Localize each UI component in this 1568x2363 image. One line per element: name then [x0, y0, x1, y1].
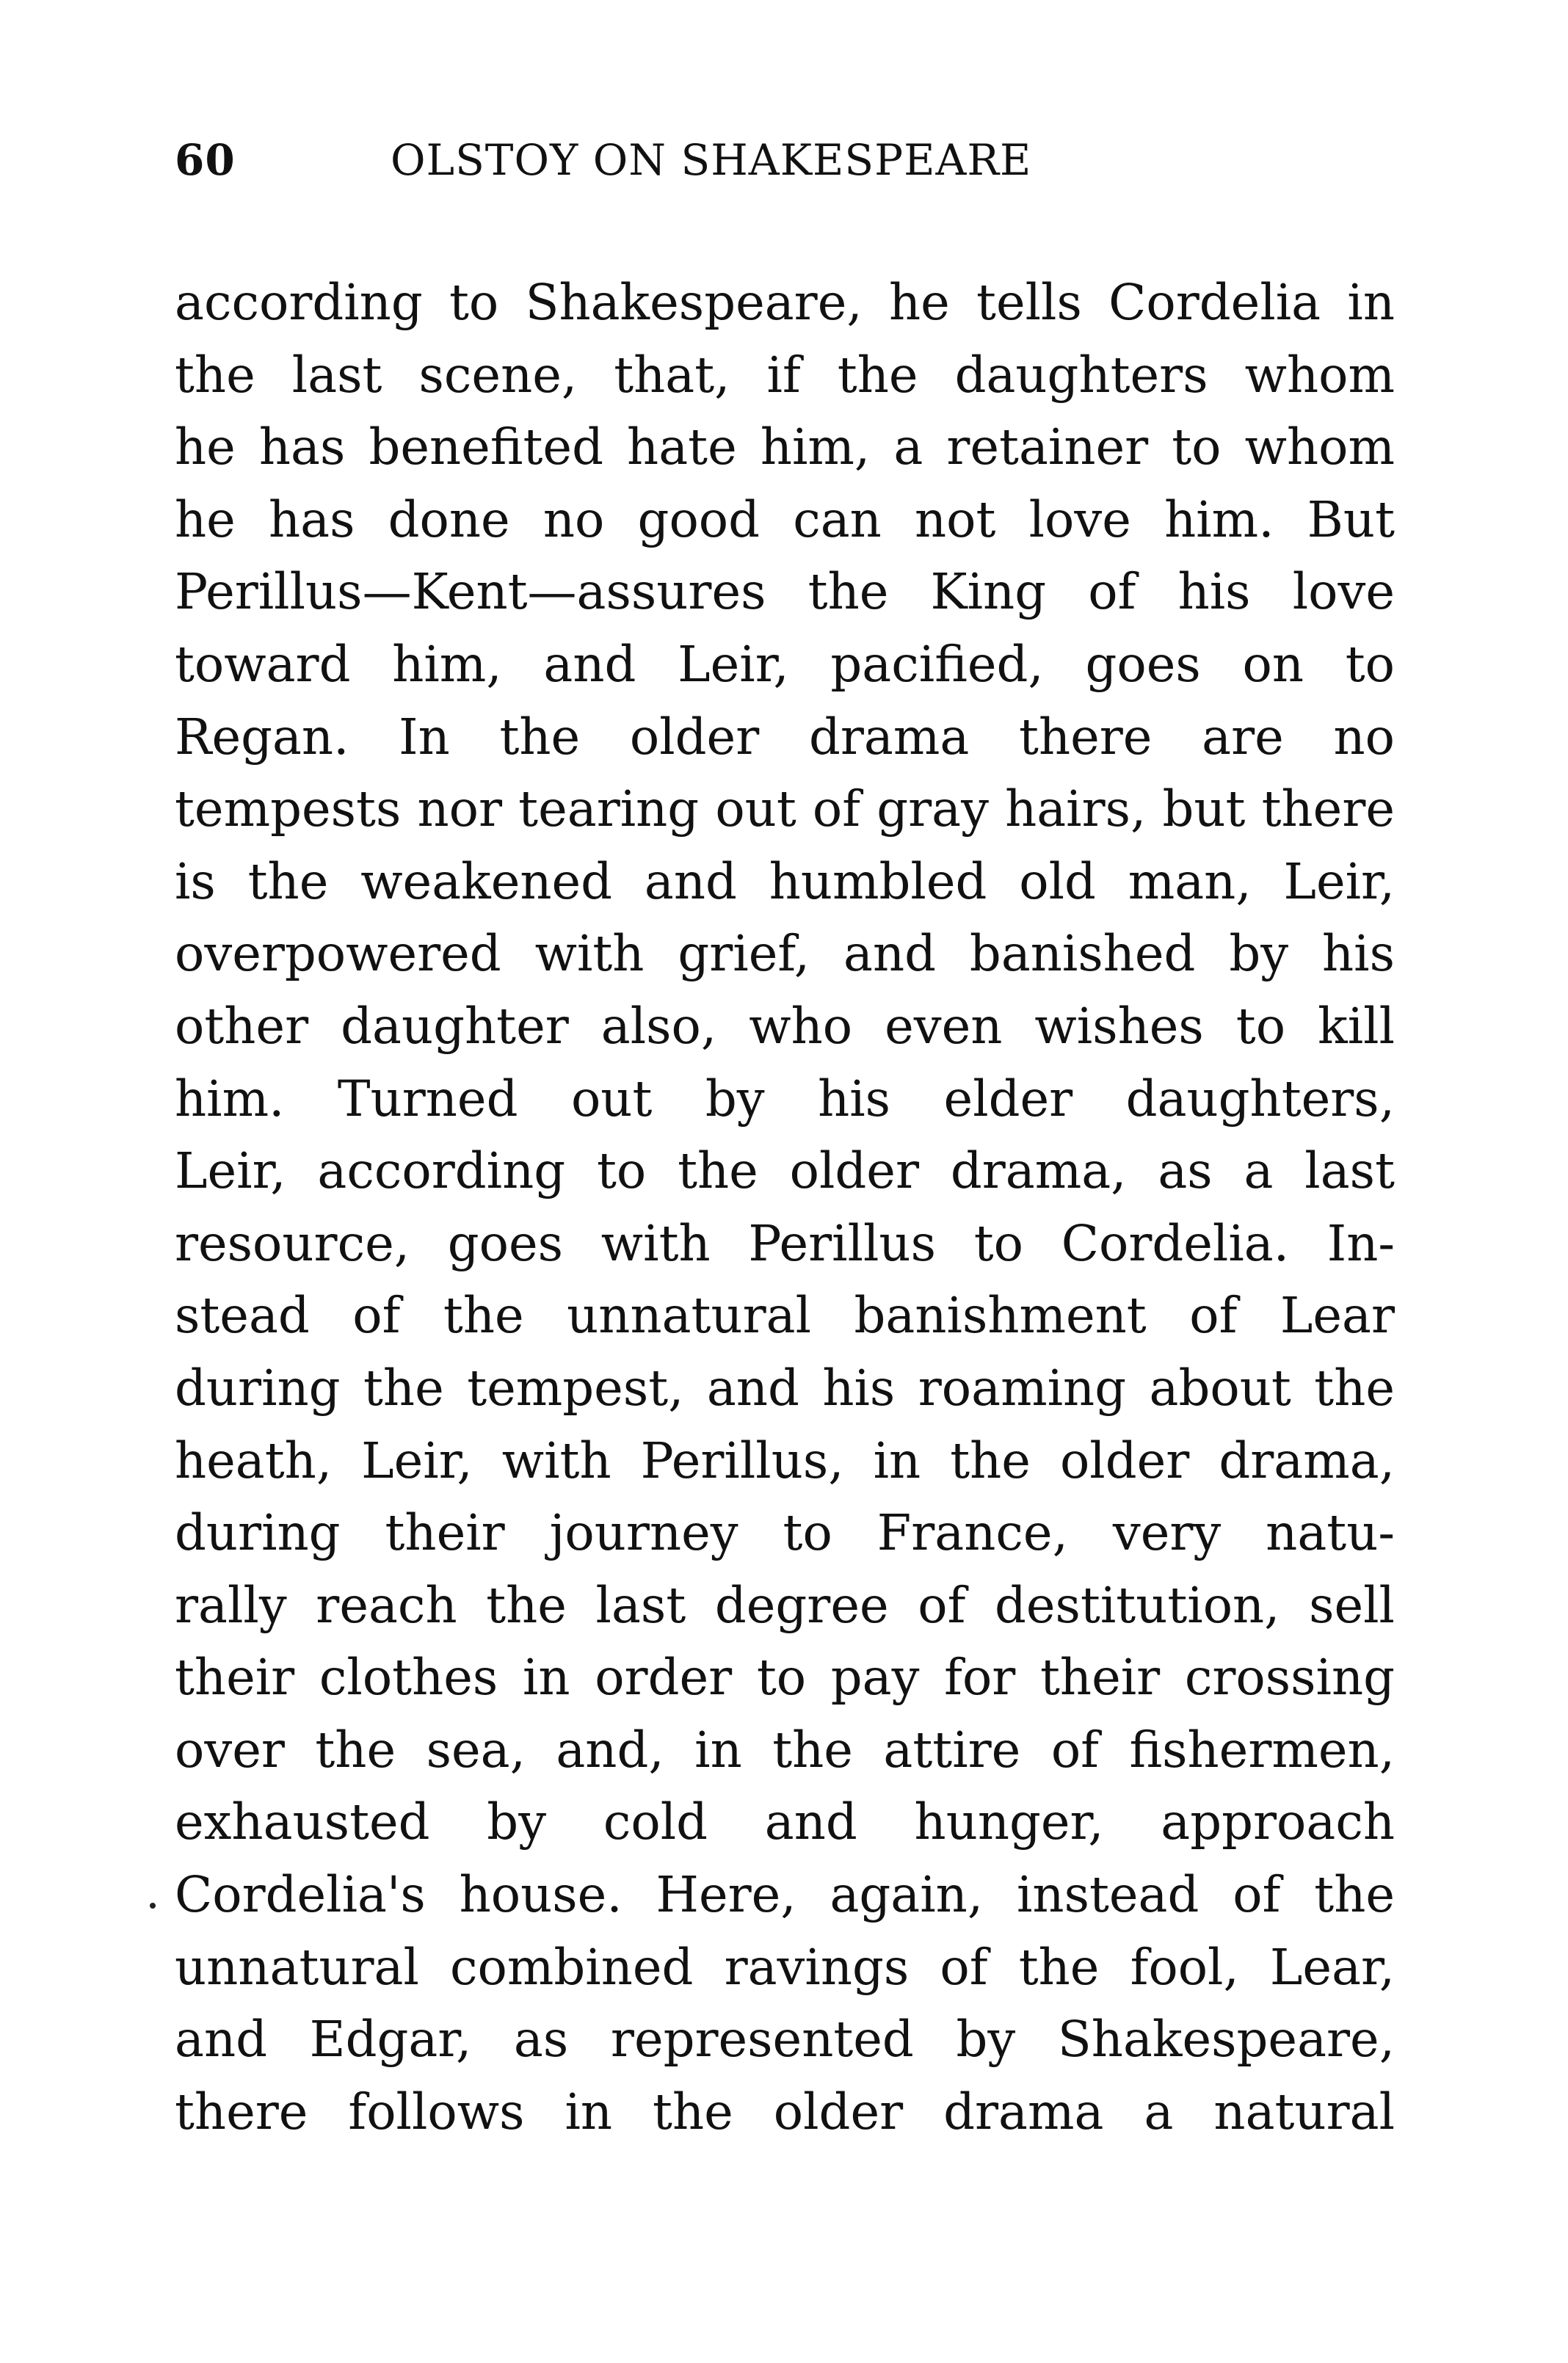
text-line: the last scene, that, if the daughters whom	[175, 346, 1395, 404]
text-line: rally reach the last degree of destitution, sell	[175, 1576, 1395, 1634]
running-title: OLSTOY ON SHAKESPEARE	[391, 135, 1032, 185]
text-line: according to Shakespeare, he tells Cordelia in	[175, 274, 1395, 331]
margin-mark	[150, 1903, 156, 1909]
text-line: Leir, according to the older drama, as a last	[175, 1142, 1395, 1200]
text-line: Perillus—Kent—assures the King of his love	[175, 563, 1395, 621]
text-line: Cordelia's house. Here, again, instead of the	[175, 1866, 1395, 1924]
text-line: toward him, and Leir, pacified, goes on to	[175, 635, 1395, 693]
text-line: and Edgar, as represented by Shakespeare,	[175, 2011, 1395, 2069]
text-line: there follows in the older drama a natural	[175, 2083, 1395, 2141]
text-line: stead of the unnatural banishment of Lear	[175, 1287, 1395, 1345]
text-line: other daughter also, who even wishes to kill	[175, 997, 1395, 1055]
text-line: overpowered with grief, and banished by his	[175, 925, 1395, 983]
text-line: over the sea, and, in the attire of fishermen,	[175, 1721, 1395, 1779]
text-line: unnatural combined ravings of the fool, Lear,	[175, 1938, 1395, 1996]
text-line: their clothes in order to pay for their crossing	[175, 1649, 1395, 1707]
text-line: during the tempest, and his roaming about the	[175, 1359, 1395, 1417]
text-line: exhausted by cold and hunger, approach	[175, 1793, 1395, 1851]
body-paragraph	[175, 266, 1395, 2148]
running-header	[175, 131, 1393, 189]
text-line: he has done no good can not love him. But	[175, 490, 1395, 548]
page-number: 60	[175, 135, 236, 185]
text-line: heath, Leir, with Perillus, in the older drama,	[175, 1431, 1395, 1489]
text-line: resource, goes with Perillus to Cordelia. In-	[175, 1214, 1395, 1272]
text-line: tempests nor tearing out of gray hairs, but there	[175, 780, 1395, 838]
text-line: him. Turned out by his elder daughters,	[175, 1070, 1395, 1128]
text-line: is the weakened and humbled old man, Leir,	[175, 852, 1395, 910]
text-line: he has benefited hate him, a retainer to whom	[175, 418, 1395, 476]
text-line: during their journey to France, very natu-	[175, 1504, 1395, 1562]
text-line: Regan. In the older drama there are no	[175, 708, 1395, 766]
